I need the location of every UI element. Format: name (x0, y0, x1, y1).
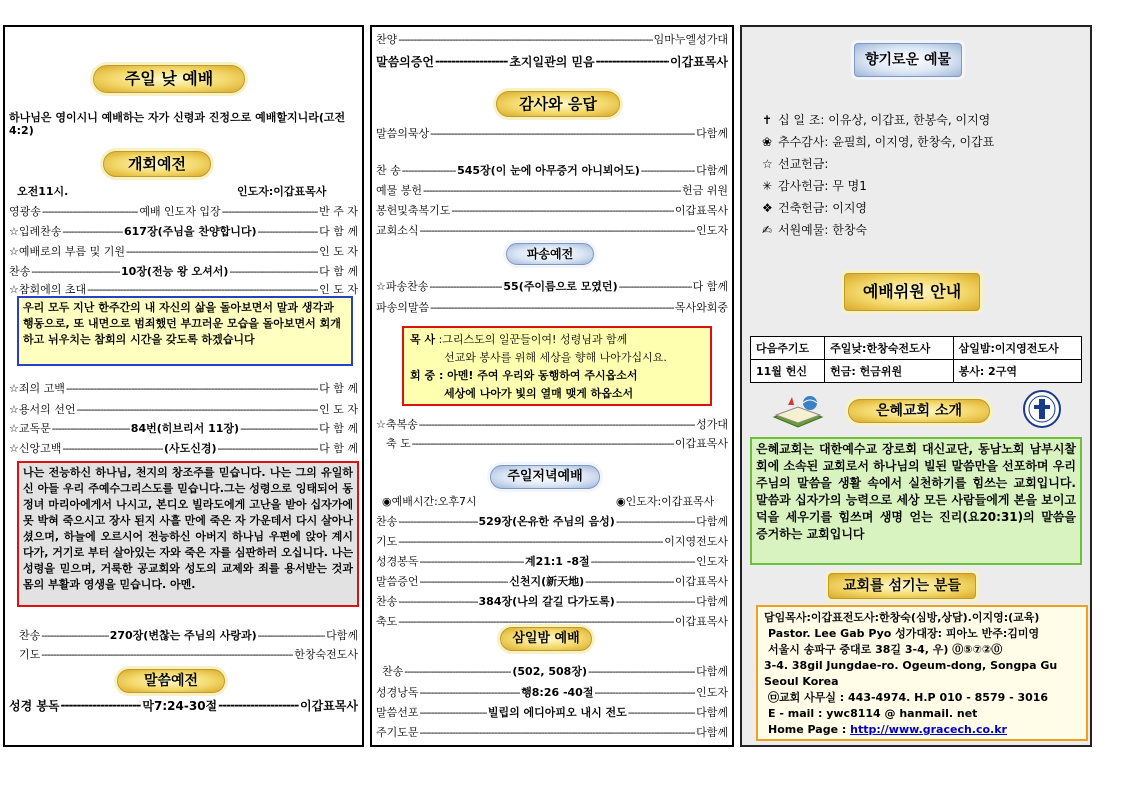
program-line: ☆예배로의 부름 및 기원 ----- 인 도 자 (9, 243, 358, 259)
program-line: 파송의말씀 ----- 목사와회중 (376, 299, 728, 315)
homepage-line: Home Page : http://www.gracech.co.kr (768, 723, 1007, 736)
program-line: 예물 봉헌 ----- 헌금 위원 (376, 182, 728, 198)
banner-offerings: 향기로운 예물 (854, 43, 962, 77)
banner-sending: 파송예전 (506, 243, 594, 265)
column-sunday-worship (3, 25, 364, 747)
phone-line: ㉤교회 사무실 : 443-4974. H.P 010 - 8579 - 3016 (768, 691, 1049, 704)
congregation-line: 회 중 : 아멘! 주여 우리와 동행하여 주시옵소서 (410, 369, 638, 382)
table-cell: 다음주기도 (751, 337, 825, 360)
program-line: ☆참회에의 초대 ----- 인 도 자 (9, 281, 358, 297)
creed-box: 나는 전능하신 하나님, 천지의 창조주를 믿습니다. 나는 그의 유일하신 아들 우리 주예수그리스도를 믿습니다.그는 성령으로 잉태되어 동정녀 마리아에게서 나시고, 본디오 빌라도에게 고난을 받아 십자가에 못 박혀 죽으시고 장사 된지 사흘 만에 죽은 자 가운데서 다시 살아나셨으며, 하늘에 오르시어 전능하신 아버지 하나님 우편에 앉아 계시다가, 거기로 부터 살아있는 자와 죽은 자를 심판하러 오십니다. 나는 성령을 믿으며, 거룩한 공교회와 성도의 교제와 죄를 용서받는 것과 몸의 부활과 영생을 믿습니다. 아멘. (17, 461, 359, 607)
flower-icon: ❀ (762, 135, 773, 149)
congregation-line-2: 세상에 나아가 빛의 열매 맺게 하옵소서 (444, 387, 634, 400)
program-line: ☆신앙고백 ----- (사도신경) ----- 다 함 께 (9, 440, 358, 456)
table-row (751, 360, 1082, 383)
program-line: 찬송 ----- 10장(전능 왕 오셔서) ----- 다 함 께 (9, 263, 358, 279)
writing-hand-icon: ✍ (762, 223, 773, 237)
table-cell: 헌금: 헌금위원 (825, 360, 953, 383)
homepage-link[interactable]: http://www.gracech.co.kr (850, 723, 1007, 736)
program-line: ☆용서의 선언 ----- 인 도 자 (9, 401, 358, 417)
offering-item: ✳ 감사헌금: 무 명1 (762, 179, 867, 193)
program-line: 교회소식 ----- 인도자 (376, 222, 728, 238)
program-line: 주기도문 ----- 다함께 (376, 724, 728, 740)
title-banner-sunday-worship: 주일 낮 예배 (93, 65, 245, 93)
banner-thanks: 감사와 응답 (496, 91, 620, 117)
banner-wednesday: 삼일밤 예배 (500, 627, 592, 651)
offering-item: ✝ 십 일 조: 이유상, 이갑표, 한봉숙, 이지영 (762, 113, 991, 127)
table-cell: 주일낮:한창숙전도사 (825, 337, 953, 360)
offering-item: ❖ 건축헌금: 이지영 (762, 201, 868, 215)
program-line: 기도 ----- 한창숙전도사 (19, 646, 358, 662)
banner-opening: 개회예전 (103, 151, 211, 177)
program-line: 찬송 ----- (502, 508장) ----- 다함께 (382, 663, 728, 679)
staff-line: 담임목사:이갑표전도사:한창숙(심방,상담).이지영:(교육) (764, 611, 1040, 624)
pastor-line-2: 선교와 봉사를 위해 세상을 향해 나아가십시요. (444, 351, 667, 364)
program-line: ☆파송찬송 ----- 55(주이름으로 모였던) ----- 다 함께 (376, 278, 728, 294)
staff-box (756, 605, 1088, 741)
program-line: 말씀증언 ----- 신천지(新天地) ----- 이갑표목사 (376, 573, 728, 589)
service-leader: 인도자:이갑표목사 (237, 185, 327, 198)
program-line: 축 도 ----- 이갑표목사 (376, 435, 728, 451)
banner-sunday-evening: 주일저녁예배 (490, 465, 600, 489)
program-line: 찬송 ----- 384장(나의 갈길 다가도록) ----- 다함께 (376, 593, 728, 609)
staff-line: Pastor. Lee Gab Pyo 성가대장: 피아노 반주:김미영 (768, 627, 1040, 640)
program-line: 찬 송 ----- 545장(이 눈에 아무증거 아니뵈어도) ----- 다함께 (376, 162, 728, 178)
evening-leader: ◉인도자:이갑표목사 (616, 495, 715, 508)
program-line: 찬송 ----- 529장(온유한 주님의 음성) ----- 다함께 (376, 513, 728, 529)
program-line: 영광송 ----- 예배 인도자 입장 ----- 반 주 자 (9, 203, 358, 219)
banner-staff: 교회를 섬기는 분들 (828, 573, 976, 599)
service-time: 오전11시. (17, 185, 69, 198)
banner-servers: 예배위원 안내 (844, 273, 980, 311)
program-line: ☆축복송 ----- 성가대 (376, 416, 728, 432)
column-church-info (740, 25, 1092, 747)
offering-item: ❀ 추수감사: 윤필희, 이지영, 한창숙, 이갑표 (762, 135, 995, 149)
confession-box: 우리 모두 지난 한주간의 내 자신의 삶을 돌아보면서 말과 생각과 행동으로, 또 내면으로 범죄했던 부끄러운 모습을 돌아보면서 회개하고 뉘우치는 참회의 시간을 갖도록 하겠습니다 (17, 296, 353, 366)
bible-logo-icon (770, 393, 826, 431)
offering-item: ✍ 서원예물: 한창숙 (762, 223, 868, 237)
scripture-line: 성경 봉독 ----- 막7:24-30절 ----- 이갑표목사 (9, 697, 358, 713)
sending-box (402, 326, 712, 406)
banner-word: 말씀예전 (117, 669, 225, 693)
offering-item: ☆ 선교헌금: (762, 157, 829, 171)
program-line: 말씀선포 ----- 빌립의 에디아피오 내시 전도 ----- 다함께 (376, 704, 728, 720)
program-line: ☆입례찬송 ----- 617장(주님을 찬양합니다) ----- 다 함 께 (9, 223, 358, 239)
program-line: 말씀의묵상 ----- 다함께 (376, 125, 728, 141)
program-line: 봉헌및축복기도 ----- 이갑표목사 (376, 202, 728, 218)
program-line: 찬송 ----- 270장(변찮는 주님의 사랑과) ----- 다함께 (19, 627, 358, 643)
servers-table (750, 336, 1082, 383)
address-line: Seoul Korea (764, 675, 839, 688)
cross-icon: ✝ (762, 113, 773, 127)
table-cell: 11월 헌신 (751, 360, 825, 383)
program-line: 기도 ----- 이지영전도사 (376, 533, 728, 549)
program-line: 찬양 ----- 임마누엘성가대 (376, 31, 728, 47)
table-row (751, 337, 1082, 360)
address-line: 3-4. 38gil Jungdae-ro. Ogeum-dong, Songpa Gu (764, 659, 1058, 672)
banner-church-intro: 은혜교회 소개 (848, 399, 990, 423)
address-line: 서울시 송파구 중대로 38길 3-4, 우) ⓪⑤⑦②⓪ (768, 643, 1003, 656)
pastor-line: 목 사 :그리스도의 일꾼들이여! 성령님과 함께 (410, 333, 628, 346)
program-line: 축도 ----- 이갑표목사 (376, 613, 728, 629)
verse-text: 하나님은 영이시니 예배하는 자가 신령과 진정으로 예배할지니라(고전4:2) (9, 111, 346, 137)
star-icon: ☆ (762, 157, 773, 171)
column-response-evening (370, 25, 734, 747)
diamond-icon: ❖ (762, 201, 773, 215)
asterisk-icon: ✳ (762, 179, 773, 193)
email-line: E - mail : ywc8114 @ hanmail. net (768, 707, 978, 720)
sermon-line: 말씀의증언 ----- 초지일관의 믿음 ----- 이갑표목사 (376, 53, 728, 69)
evening-time: ◉예배시간:오후7시 (382, 495, 477, 508)
program-line: ☆교독문 ----- 84번(히브리서 11장) ----- 다 함 께 (9, 420, 358, 436)
table-cell: 삼일밤:이지영전도사 (953, 337, 1081, 360)
program-line: 성경낭독 ----- 행8:26 -40절 ----- 인도자 (376, 684, 728, 700)
program-line: ☆죄의 고백 ----- 다 함 께 (9, 380, 358, 396)
church-intro-box: 은혜교회는 대한예수교 장로회 대신교단, 동남노회 남부시찰회에 소속된 교회로서 하나님의 빌된 말씀만을 선포하며 우리 주님의 말씀을 생활 속에서 실천하기를 힘쓰는 교회입니다. 말씀과 십자가의 능력으로 세상 모든 사람들에게 본을 보이고 덕을 세우기를 힘쓰며 생명 얻는 진리(요20:31)의 말씀을 증거하는 교회입니다 (750, 437, 1082, 565)
table-cell: 봉사: 2구역 (953, 360, 1081, 383)
denomination-seal-icon (1022, 387, 1062, 431)
program-line: 성경봉독 ----- 계21:1 -8절 ----- 인도자 (376, 553, 728, 569)
